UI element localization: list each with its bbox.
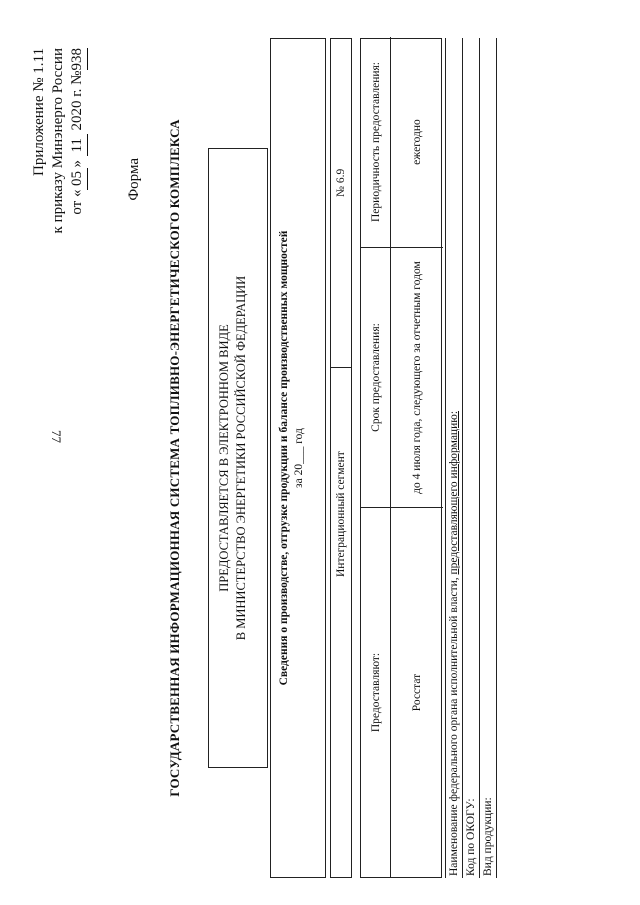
date-month: 11 [68,134,88,156]
date-prefix: от « [69,189,85,215]
gis-title: ГОСУДАРСТВЕННАЯ ИНФОРМАЦИОННАЯ СИСТЕМА ТОПЛИВНО-ЭНЕРГЕТИЧЕСКОГО КОМПЛЕКСА [167,119,182,797]
appendix-order: к приказу Минэнерго России [50,48,66,234]
okogu-field: Код по ОКОГУ: [462,38,479,878]
value-providers: Росстат [391,507,443,877]
form-sheet [30,28,494,888]
page-number: 77 [49,430,64,443]
segment-box [330,38,352,878]
segment-label: Интеграционный сегмент [331,367,351,877]
submission-line-1: ПРЕДОСТАВЛЯЕТСЯ В ЭЛЕКТРОННОМ ВИДЕ [217,324,231,592]
org-name-prefix: Наименование федерального органа исполнительной власти, [448,574,460,876]
submission-line-2: В МИНИСТЕРСТВО ЭНЕРГЕТИКИ РОССИЙСКОЙ ФЕДЕРАЦИИ [234,275,248,641]
header-frequency: Периодичность предоставления: [361,37,391,247]
report-title: Сведения о производстве, отгрузке продукции и балансе производственных мощностей [278,230,290,686]
provision-table [360,38,442,878]
value-frequency: ежегодно [411,119,423,165]
org-name-suffix: предоставляющего информацию: [448,410,460,575]
report-period: за 20___ год [293,428,305,488]
product-type-field: Вид продукции: [479,38,497,878]
form-label: Форма [126,158,142,201]
date-year: 2020 г. № [69,70,85,135]
date-day: 05 [68,168,88,190]
header-deadline: Срок предоставления: [361,247,391,507]
appendix-date [68,48,88,378]
appendix-title: Приложение № 1.11 [31,48,47,177]
respondent-fields [445,38,497,878]
header-providers: Предоставляют: [361,507,391,877]
submission-box [208,148,268,768]
report-title-box [270,38,326,878]
appendix-header [30,48,88,378]
date-mid: » [69,156,85,168]
value-deadline: до 4 июля года, следующего за отчетным годом [391,247,443,507]
order-number: 938 [68,48,88,71]
org-name-field [445,38,462,878]
segment-number: № 6.9 [335,168,347,197]
